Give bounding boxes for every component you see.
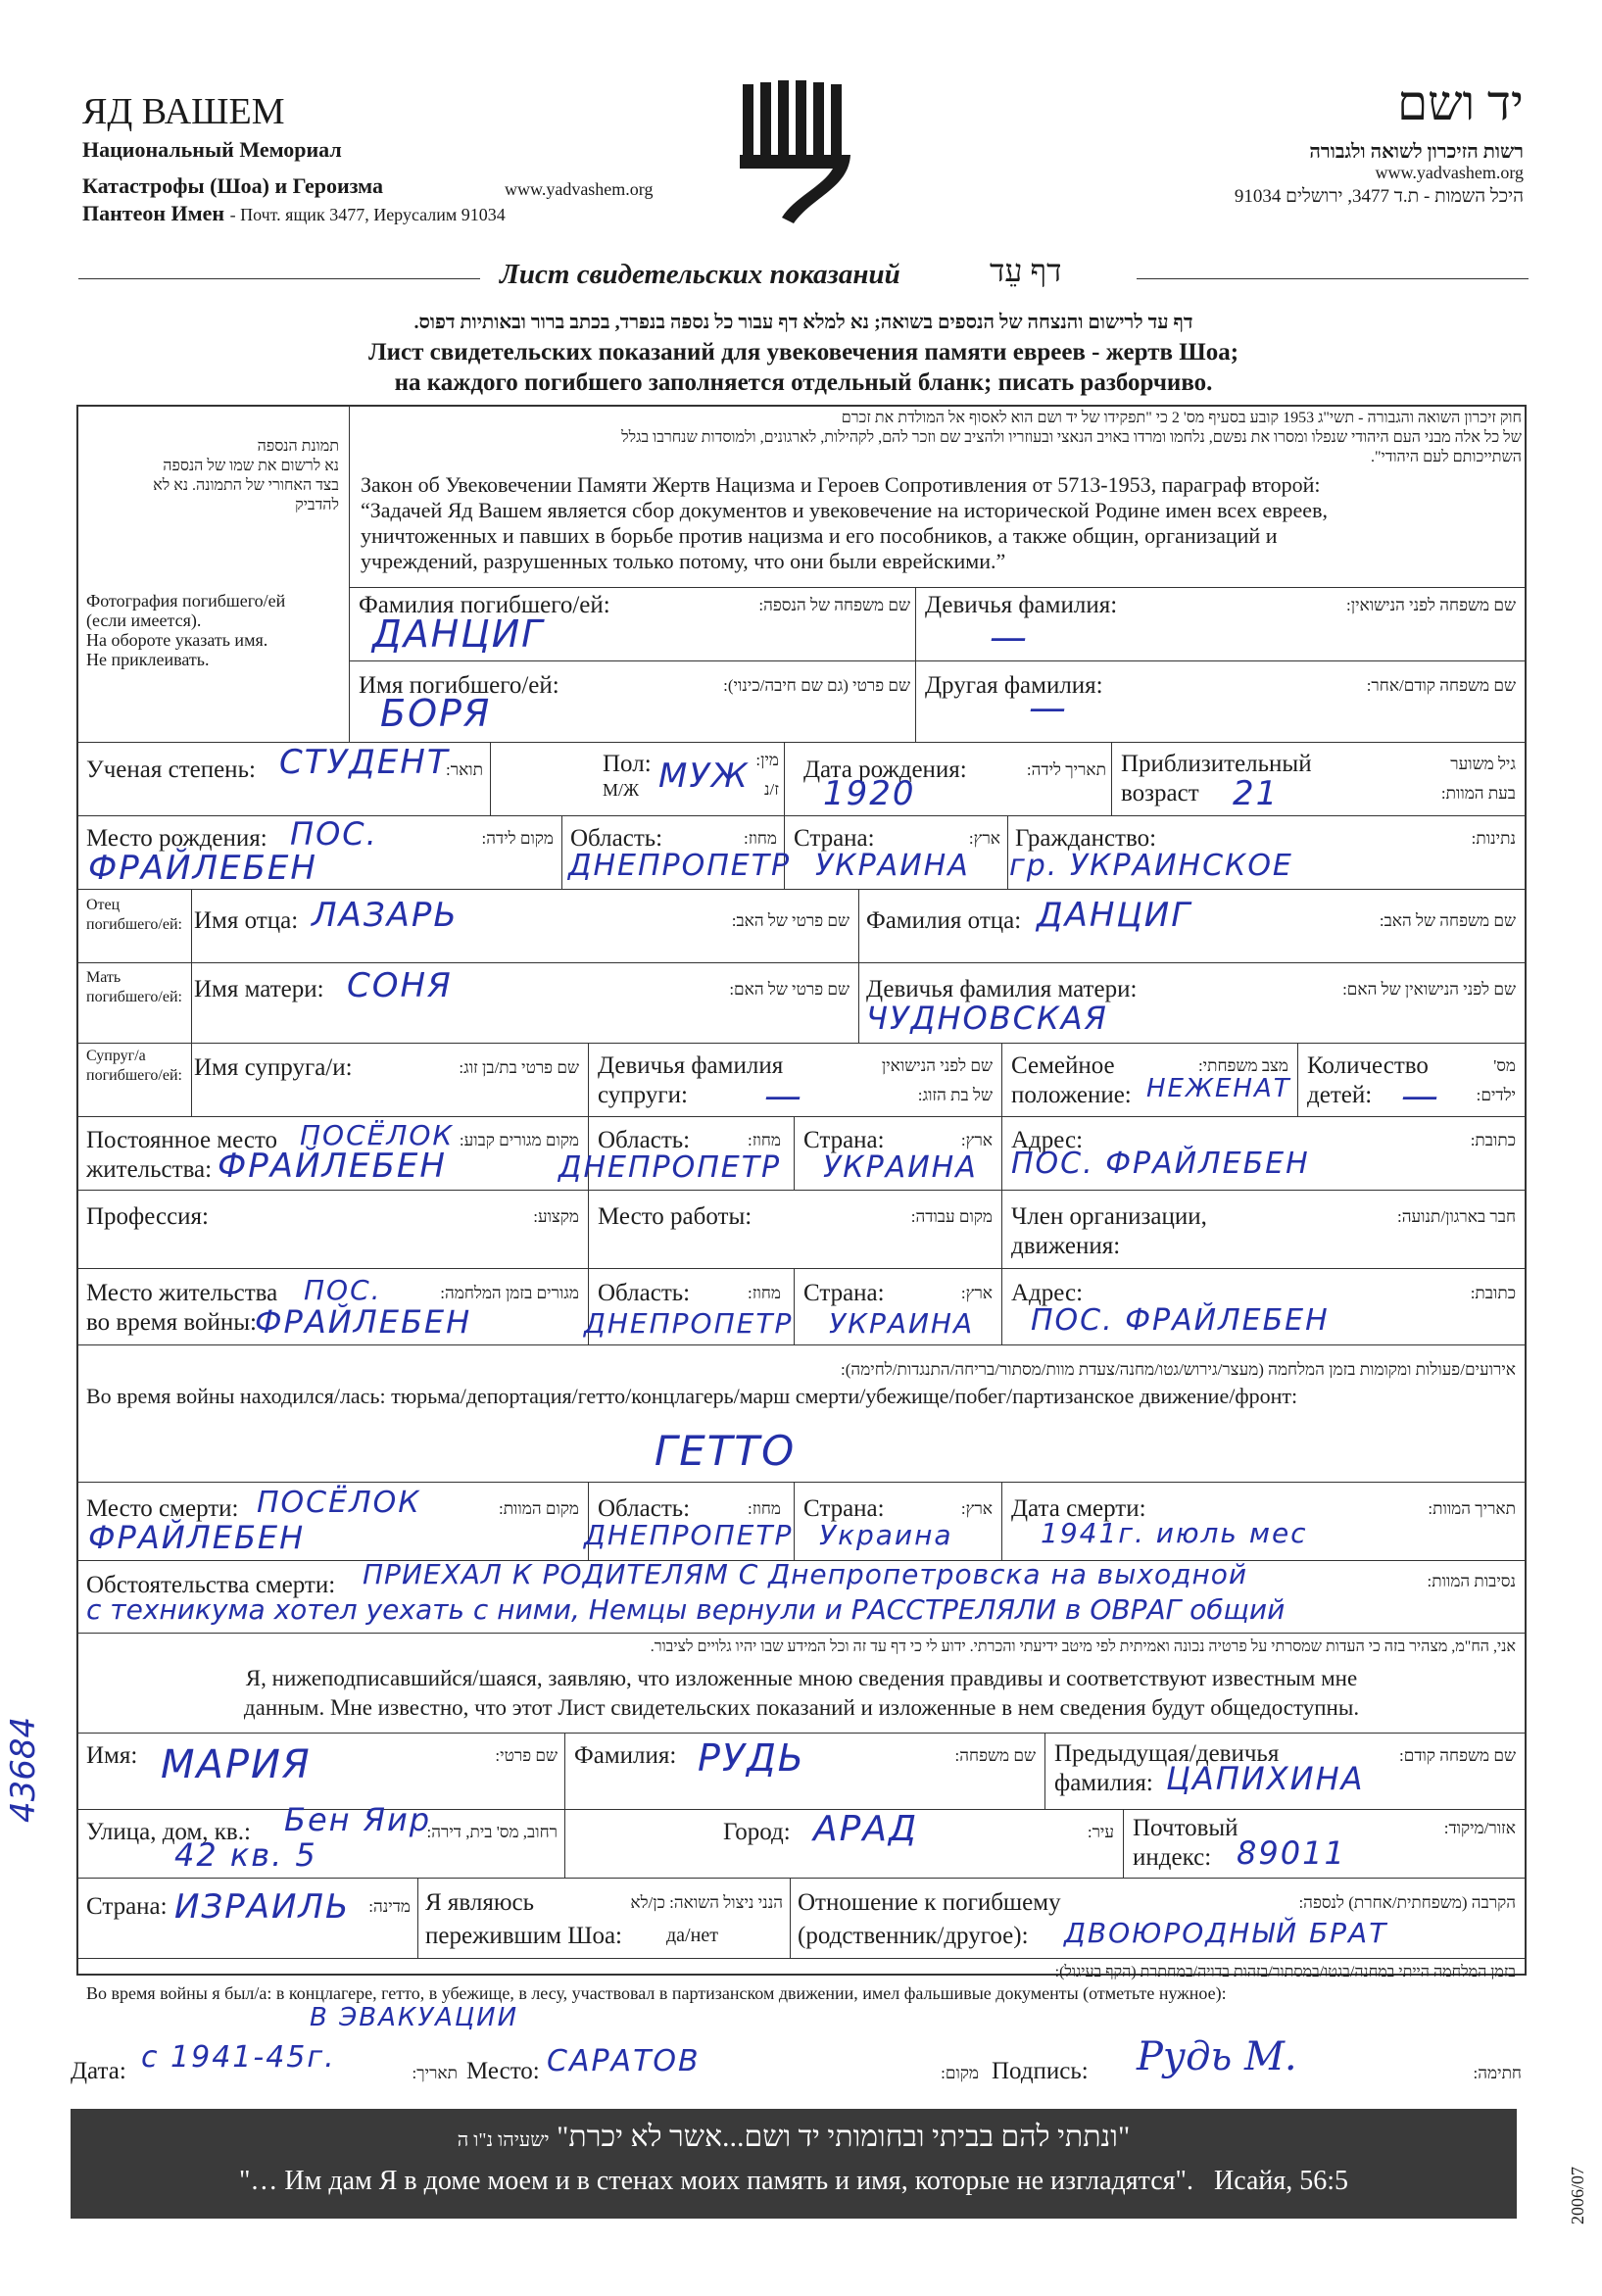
sex-label: Пол: — [603, 751, 652, 777]
mother-name-value[interactable]: СОНЯ — [347, 966, 453, 1005]
citizenship-he: נתינות: — [1471, 829, 1516, 848]
date-value[interactable]: с 1941-45г. — [141, 2040, 336, 2075]
header — [0, 0, 1602, 290]
war-country-label: Страна: — [803, 1280, 885, 1306]
pob-value-2[interactable]: ФРАЙЛЕБЕН — [88, 849, 317, 888]
degree-value[interactable]: СТУДЕНТ — [279, 743, 450, 782]
perm-address-value[interactable]: ПОС. ФРАЙЛЕБЕН — [1011, 1147, 1310, 1181]
law-he-2: של כל אלה מבני העם היהודי שנפלו ומסרו את נפשם, נלחמו ומרדו באויב הנאצי ובעוזריו ולהציב שם וזכר להם, לקהילות, לארגונים, ולמוסדות שנחרבו בגלל — [621, 429, 1522, 446]
zip-label-2: индекс: — [1133, 1844, 1212, 1871]
war-region-he: מחוז: — [748, 1284, 781, 1302]
death-circ-he: נסיבות המוות: — [1427, 1572, 1516, 1590]
yad-vashem-logo — [735, 80, 858, 225]
victim-maiden-label: Девичья фамилия: — [925, 592, 1118, 618]
marital-label-1: Семейное — [1011, 1052, 1115, 1079]
law-ru-1: Закон об Увековечении Памяти Жертв Нацизма и Героев Сопротивления от 5713-1953, параграф второй: — [361, 472, 1321, 497]
submitter-prev-label-2: фамилия: — [1054, 1770, 1153, 1796]
death-date-value[interactable]: 1941г. июль мес — [1041, 1517, 1308, 1549]
war-region-label: Область: — [598, 1280, 691, 1306]
ru-org-title: ЯД ВАШЕМ — [82, 91, 285, 132]
submitter-name-he: שם פרטי: — [495, 1746, 558, 1765]
mother-name-label: Имя матери: — [194, 976, 324, 1002]
death-circ-label: Обстоятельства смерти: — [86, 1572, 336, 1598]
street-he: רחוב, מס' בית, דירה: — [426, 1823, 558, 1841]
relation-label-1: Отношение к погибшему — [798, 1889, 1061, 1916]
relation-label-2: (родственник/другое): — [798, 1923, 1029, 1949]
death-region-value[interactable]: ДНЕПРОПЕТР — [584, 1519, 794, 1551]
perm-country-he: ארץ: — [960, 1131, 993, 1149]
war-country-he: ארץ: — [960, 1284, 993, 1302]
wartime-ru: Во время войны находился/лась: тюрьма/депортация/гетто/концлагерь/марш смерти/убежище/побег/партизанское движение/фронт: — [86, 1384, 1298, 1408]
photo-he-2: נא לרשום את שמו של הנספה — [163, 458, 339, 474]
street-value-1[interactable]: Бен Яир — [284, 1801, 432, 1838]
mother-name-he: שם פרטי של האם: — [729, 980, 850, 999]
spouse-maiden-label-2: супруги: — [598, 1082, 688, 1108]
instructions-he: דף עד לרישום והנצחה של הנספים בשואה; נא למלא דף עבור כל נספה בנפרד, בכתב ברור ובאותיות דפוס. — [413, 312, 1193, 333]
photo-he-1: תמונת הנספה — [257, 438, 339, 455]
photo-ru-1: Фотография погибшего/ей — [86, 591, 286, 611]
law-he-3: השתייכותם לעם היהודי". — [1371, 449, 1522, 465]
web-link-ru[interactable]: www.yadvashem.org — [505, 179, 654, 199]
father-surname-value[interactable]: ДАНЦИГ — [1037, 896, 1192, 935]
footer-ref-ru: Исайя, 56:5 — [1213, 2166, 1349, 2196]
survivor-label-1: Я являюсь — [425, 1889, 535, 1916]
birth-region-he: מחוז: — [744, 829, 777, 848]
submitter-prev-he: שם משפחה קודם: — [1399, 1746, 1516, 1765]
perm-region-value[interactable]: ДНЕПРОПЕТР — [558, 1150, 782, 1185]
mother-maiden-he: שם לפני הנישואין של האם: — [1342, 980, 1516, 999]
form-title-he: דף עֵד — [990, 253, 1062, 288]
wartime-value[interactable]: ГЕТТО — [654, 1427, 797, 1475]
date-label: Дата: — [71, 2058, 126, 2084]
photo-ru-4: Не приклеивать. — [86, 650, 210, 669]
declaration-ru-2: данным. Мне известно, что этот Лист свидетельских показаний и изложенные в нем сведения будут общедоступны. — [243, 1695, 1360, 1720]
victim-first-he: שם פרטי (גם שם חיבה/כינוי): — [723, 676, 910, 695]
victim-first-label: Имя погибшего/ей: — [359, 672, 559, 699]
organization-label-2: движения: — [1011, 1233, 1121, 1259]
dob-he: תאריך לידה: — [1026, 760, 1106, 779]
spouse-name-label: Имя супруга/и: — [194, 1054, 353, 1081]
signature[interactable]: Рудь М. — [1137, 2034, 1297, 2079]
perm-residence-he: מקום מגורים קבוע: — [459, 1131, 579, 1149]
children-label-1: Количество — [1307, 1052, 1429, 1079]
children-he-2: ילדים: — [1476, 1086, 1516, 1104]
submitter-surname-value[interactable]: РУДЬ — [698, 1736, 805, 1780]
organization-label-1: Член организации, — [1011, 1203, 1207, 1230]
perm-residence-label-2: жительства: — [86, 1156, 213, 1183]
ru-org-line2: Катастрофы (Шоа) и Героизма — [82, 173, 383, 198]
ru-org-pantheon: Пантеон Имен — [82, 201, 225, 225]
war-address-label: Адрес: — [1011, 1280, 1084, 1306]
death-circ-value-2[interactable]: с техникума хотел уехать с ними, Немцы вернули и РАССТРЕЛЯЛИ в ОВРАГ общий — [86, 1593, 1286, 1626]
spouse-side-label: Супруг/а погибшего/ей: — [86, 1048, 182, 1084]
photo-ru-3: На обороте указать имя. — [86, 630, 268, 650]
pob-he: מקום לידה: — [481, 829, 554, 848]
death-circ-value-1[interactable]: ПРИЕХАЛ К РОДИТЕЛЯМ С Днепропетровска на выходной — [363, 1558, 1248, 1590]
workplace-label: Место работы: — [598, 1203, 752, 1230]
death-place-label: Место смерти: — [86, 1495, 239, 1522]
dob-label: Дата рождения: — [803, 757, 967, 783]
zip-value[interactable]: 89011 — [1237, 1834, 1346, 1872]
place-he: מקום: — [941, 2064, 979, 2082]
marital-value[interactable]: НЕЖЕНАТ — [1146, 1074, 1291, 1103]
he-org-line1: רשות הזיכרון לשואה ולגבורה — [1309, 141, 1524, 163]
declaration-ru-1: Я, нижеподписавшийся/шаяся, заявляю, что изложенные мною сведения правдивы и соответствуют известным мне — [245, 1666, 1358, 1690]
pob-value-1[interactable]: ПОС. — [290, 815, 378, 853]
sex-he: מין: — [755, 751, 779, 769]
age-he-2: בעת המוות: — [1440, 784, 1516, 803]
law-he-1: חוק זיכרון השואה והגבורה - תשי"ג 1953 קובע בסעיף מס' 2 כי "תפקידו של יד ושם הוא לאסוף אל המולדת את זכרם — [841, 410, 1522, 426]
city-he: עיר: — [1087, 1823, 1114, 1841]
perm-country-label: Страна: — [803, 1127, 885, 1153]
submitter-prev-label-1: Предыдущая/девичья — [1054, 1740, 1280, 1767]
death-date-label: Дата смерти: — [1011, 1495, 1146, 1522]
birth-region-value[interactable]: ДНЕПРОПЕТР — [568, 849, 792, 883]
perm-region-he: מחוז: — [748, 1131, 781, 1149]
victim-other-label: Другая фамилия: — [925, 672, 1103, 699]
father-surname-label: Фамилия отца: — [866, 907, 1022, 934]
father-surname-he: שם משפחה של האב: — [1379, 911, 1516, 930]
photo-ru-2: (если имеется). — [86, 611, 202, 630]
birth-country-label: Страна: — [794, 825, 875, 852]
victim-maiden-value[interactable]: — — [990, 615, 1029, 659]
spouse-maiden-he-1: שם לפני הנישואין — [881, 1056, 993, 1075]
law-ru-3: уничтоженных и павших в борьбе против нацизма и его пособников, а также общин, организаций и — [361, 523, 1278, 548]
side-number: 43684 — [4, 1716, 43, 1823]
victim-surname-value[interactable]: ДАНЦИГ — [372, 612, 545, 656]
perm-region-label: Область: — [598, 1127, 691, 1153]
submitter-war-value[interactable]: В ЭВАКУАЦИИ — [310, 2003, 519, 2032]
marital-he: מצב משפחתי: — [1197, 1056, 1288, 1075]
organization-he: חבר בארגון/תנועה: — [1397, 1207, 1516, 1226]
law-ru-2: “Задачей Яд Вашем является сбор документов и увековечение на исторической Родине имен всех евреев, — [361, 498, 1328, 522]
birth-country-value[interactable]: УКРАИНА — [815, 849, 970, 883]
wartime-he: אירועים/פעולות ומקומות בזמן המלחמה (מעצר/גירוש/גטו/מחנה/צעדת מוות/מסתור/בריחה/התנגדות/לחימה): — [841, 1360, 1516, 1379]
street-value-2[interactable]: 42 кв. 5 — [174, 1836, 317, 1874]
spouse-name-he: שם פרטי בת/בן זוג: — [459, 1058, 579, 1077]
law-ru-4: учреждений, разрушенных только потому, что они были еврейскими.” — [361, 549, 1006, 573]
spouse-maiden-he-2: של בת הזוג: — [917, 1086, 993, 1104]
survivor-he: הנני ניצול השואה: כן/לא — [630, 1893, 783, 1912]
footer-quote-ru-text: "… Им дам Я в доме моем и в стенах моих память и имя, которые не изгладятся". — [238, 2166, 1193, 2196]
submitter-war-ru: Во время войны я был/а: в концлагере, гетто, в убежище, в лесу, участвовал в партизанском движении, имел фальшивые документы (отметьте нужное): — [86, 1983, 1227, 2003]
sex-he-2: ז/נ — [764, 780, 779, 799]
instructions-ru-2: на каждого погибшего заполняется отдельный бланк; писать разборчиво. — [394, 369, 1213, 396]
workplace-he: מקום עבודה: — [910, 1207, 993, 1226]
declaration-he: אני, הח"מ, מצהיר בזה כי העדות שמסרתי על פרטיה נכונה ואמיתית לפי מיטב ידיעתי והכרתי. ידוע לי כי דף עד זה וכל המידע שבו יהיו גלויים לציבור. — [650, 1638, 1516, 1655]
war-address-he: כתובת: — [1470, 1284, 1516, 1302]
relation-value[interactable]: ДВОЮРОДНЫЙ БРАТ — [1064, 1917, 1388, 1949]
submitter-prev-value[interactable]: ЦАПИХИНА — [1166, 1760, 1365, 1797]
perm-address-he: כתובת: — [1470, 1131, 1516, 1149]
perm-address-label: Адрес: — [1011, 1127, 1084, 1153]
death-place-he: מקום המוות: — [498, 1499, 579, 1518]
perm-residence-value-1[interactable]: ПОСЁЛОК — [300, 1119, 455, 1151]
signature-label: Подпись: — [992, 2058, 1089, 2084]
citizenship-label: Гражданство: — [1015, 825, 1157, 852]
children-label-2: детей: — [1307, 1082, 1373, 1108]
submitter-surname-he: שם משפחה: — [954, 1746, 1036, 1765]
children-he-1: מס' — [1493, 1056, 1516, 1075]
war-residence-value-1[interactable]: ПОС. — [304, 1274, 382, 1306]
perm-country-value[interactable]: УКРАИНА — [823, 1150, 978, 1185]
father-name-he: שם פרטי של האב: — [731, 911, 850, 930]
zip-label-1: Почтовый — [1133, 1815, 1238, 1841]
footer-quote-he-text: "ונתתי להם בביתי ובחומותי יד ושם...אשר לא יכרת" — [557, 2121, 1131, 2153]
victim-surname-he: שם משפחה של הנספה: — [758, 596, 910, 614]
citizenship-value[interactable]: гр. УКРАИНСКОЕ — [1009, 849, 1293, 883]
death-country-label: Страна: — [803, 1495, 885, 1522]
age-he-1: גיל משוער — [1450, 755, 1516, 773]
instructions-ru-1: Лист свидетельских показаний для увековечения памяти евреев - жертв Шоа; — [367, 339, 1239, 366]
he-org-title: יד ושם — [1396, 75, 1524, 130]
footer-banner — [71, 2109, 1517, 2219]
war-country-value[interactable]: УКРАИНА — [829, 1307, 975, 1340]
form-code: 2006/07 — [1568, 2166, 1587, 2224]
sex-value[interactable]: МУЖ — [658, 757, 750, 796]
death-region-label: Область: — [598, 1495, 691, 1522]
death-country-value[interactable]: Украина — [819, 1519, 953, 1551]
submitter-name-label: Имя: — [86, 1742, 138, 1769]
perm-residence-label-1: Постоянное место — [86, 1127, 278, 1153]
father-name-label: Имя отца: — [194, 907, 299, 934]
mother-maiden-value[interactable]: ЧУДНОВСКАЯ — [866, 1000, 1108, 1037]
death-place-value-1[interactable]: ПОСЁЛОК — [257, 1486, 421, 1520]
city-value[interactable]: АРАД — [813, 1809, 919, 1849]
zip-he: אזור/מיקוד: — [1443, 1819, 1516, 1837]
he-org-address: היכל השמות - ת.ד 3477, ירושלים 91034 — [1234, 186, 1524, 207]
footer-quote-he — [71, 2121, 1517, 2154]
dob-value[interactable]: 1920 — [823, 774, 916, 813]
death-place-value-2[interactable]: ФРАЙЛЕБЕН — [88, 1519, 306, 1556]
victim-other-value[interactable]: — — [1029, 686, 1068, 729]
submitter-surname-label: Фамилия: — [574, 1742, 677, 1769]
marital-label-2: положение: — [1011, 1082, 1132, 1108]
victim-first-value[interactable]: БОРЯ — [380, 692, 492, 735]
city-label: Город: — [723, 1819, 791, 1845]
submitter-war-he: בזמן המלחמה הייתי במחנה/בגטו/במסתור/בזהות בדויה/במחתרת (הקף בעיגול): — [1054, 1964, 1516, 1980]
ru-org-line3 — [82, 201, 506, 226]
ru-org-line1: Национальный Мемориал — [82, 137, 342, 162]
war-region-value[interactable]: ДНЕПРОПЕТР — [584, 1307, 794, 1340]
place-value[interactable]: САРАТОВ — [547, 2044, 701, 2078]
place-label: Место: — [466, 2058, 540, 2084]
degree-label: Ученая степень: — [86, 757, 256, 783]
survivor-label-2: пережившим Шоа: — [425, 1923, 622, 1949]
submitter-country-he: מדינה: — [368, 1897, 411, 1916]
signature-he: חתימה: — [1473, 2064, 1522, 2082]
survivor-options[interactable]: да/нет — [666, 1925, 718, 1946]
father-side-label: Отец погибшего/ей: — [86, 897, 182, 933]
street-label: Улица, дом, кв.: — [86, 1819, 251, 1845]
photo-area[interactable] — [78, 407, 347, 740]
birth-region-label: Область: — [570, 825, 663, 852]
death-date-he: תאריך המוות: — [1428, 1499, 1516, 1518]
perm-residence-value-2[interactable]: ФРАЙЛЕБЕН — [218, 1147, 447, 1186]
victim-other-he: שם משפחה קודם/אחר: — [1366, 676, 1516, 695]
war-residence-he: מגורים בזמן המלחמה: — [440, 1284, 579, 1302]
war-residence-label-2: во время войны: — [86, 1309, 257, 1336]
victim-surname-label: Фамилия погибшего/ей: — [359, 592, 610, 618]
death-country-he: ארץ: — [960, 1499, 993, 1518]
photo-he-3: בצד האחורי של התמונה. נא לא — [153, 477, 339, 494]
death-region-he: מחוז: — [748, 1499, 781, 1518]
profession-he: מקצוע: — [533, 1207, 579, 1226]
submitter-country-value[interactable]: ИЗРАИЛЬ — [174, 1887, 351, 1927]
pob-label: Место рождения: — [86, 825, 267, 852]
mother-maiden-label: Девичья фамилия матери: — [866, 976, 1138, 1002]
age-label-2: возраст — [1121, 780, 1199, 806]
age-label-1: Приблизительный — [1121, 751, 1312, 777]
footer-quote-ru — [71, 2166, 1517, 2197]
father-name-value[interactable]: ЛАЗАРЬ — [312, 896, 459, 935]
victim-maiden-he: שם משפחה לפני הנישואין: — [1346, 596, 1516, 614]
form-title-ru: Лист свидетельских показаний — [500, 259, 900, 290]
war-residence-label-1: Место жительства — [86, 1280, 278, 1306]
ru-org-address: - Почт. ящик 3477, Иерусалим 91034 — [229, 205, 506, 224]
web-link-he[interactable]: www.yadvashem.org — [1375, 163, 1524, 182]
footer-ref-he: ישעיהו נ"ו ה — [457, 2129, 550, 2151]
photo-he-4: להדביק — [295, 497, 339, 513]
war-residence-value-2[interactable]: ФРАЙЛЕБЕН — [255, 1303, 472, 1341]
age-value[interactable]: 21 — [1233, 774, 1280, 813]
profession-label: Профессия: — [86, 1203, 209, 1230]
degree-he: תואר: — [446, 760, 483, 779]
spouse-maiden-value[interactable]: — — [764, 1074, 803, 1117]
submitter-name-value[interactable]: МАРИЯ — [161, 1742, 312, 1787]
birth-country-he: ארץ: — [968, 829, 1000, 848]
spouse-maiden-label-1: Девичья фамилия — [598, 1052, 784, 1079]
relation-he: הקרבה (משפחתית/אחרת) לנספה: — [1298, 1893, 1516, 1912]
date-he: תאריך: — [412, 2064, 458, 2082]
war-address-value[interactable]: ПОС. ФРАЙЛЕБЕН — [1031, 1303, 1330, 1338]
submitter-country-label: Страна: — [86, 1893, 168, 1920]
mother-side-label: Мать погибшего/ей: — [86, 969, 182, 1005]
children-value[interactable]: — — [1401, 1074, 1440, 1117]
sex-options: М/Ж — [603, 780, 640, 800]
